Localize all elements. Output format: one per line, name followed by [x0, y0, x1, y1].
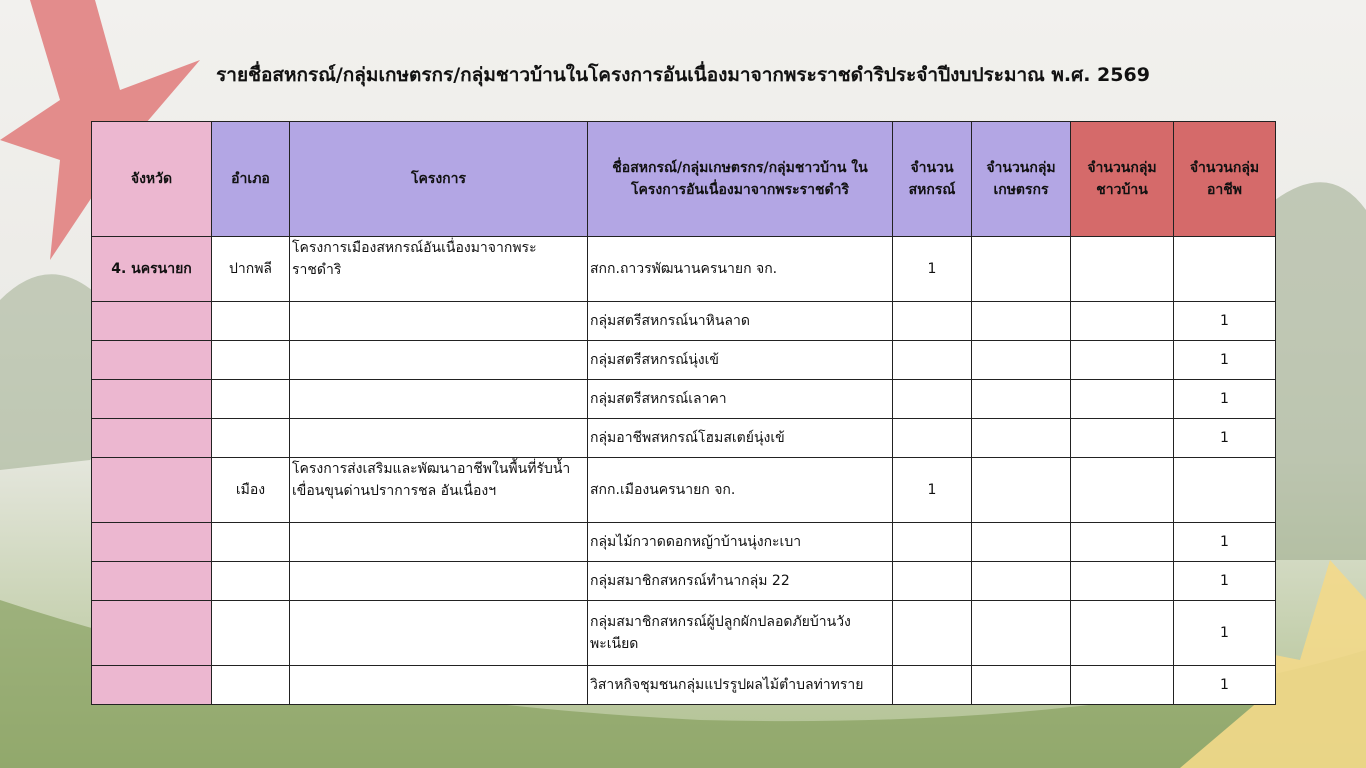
cell-province: 4. นครนายก — [92, 237, 212, 302]
cell-cooperative-count — [893, 601, 972, 666]
cell-farmer-group-count — [972, 458, 1071, 523]
cell-district: เมือง — [212, 458, 290, 523]
header-district: อำเภอ — [212, 122, 290, 237]
table-row — [92, 302, 1276, 341]
cell-group-name: กลุ่มสมาชิกสหกรณ์ผู้ปลูกผักปลอดภัยบ้านวังพะเนียด — [588, 601, 893, 666]
cell-group-name: กลุ่มอาชีพสหกรณ์โฮมสเตย์นุ่งเข้ — [588, 419, 893, 458]
cell-province — [92, 458, 212, 523]
cell-occupation-group-count: 1 — [1174, 562, 1276, 601]
cell-occupation-group-count: 1 — [1174, 666, 1276, 705]
cell-project — [290, 419, 588, 458]
cell-group-name: กลุ่มสตรีสหกรณ์เลาคา — [588, 380, 893, 419]
header-province: จังหวัด — [92, 122, 212, 237]
cell-farmer-group-count — [972, 601, 1071, 666]
cell-occupation-group-count — [1174, 458, 1276, 523]
cell-cooperative-count: 1 — [893, 237, 972, 302]
table-row — [92, 562, 1276, 601]
cell-villager-group-count — [1071, 601, 1174, 666]
cell-group-name: กลุ่มไม้กวาดดอกหญ้าบ้านนุ่งกะเบา — [588, 523, 893, 562]
cell-occupation-group-count: 1 — [1174, 380, 1276, 419]
cell-district — [212, 341, 290, 380]
cell-occupation-group-count: 1 — [1174, 419, 1276, 458]
header-project: โครงการ — [290, 122, 588, 237]
header-cooperative-count: จำนวน สหกรณ์ — [893, 122, 972, 237]
cell-villager-group-count — [1071, 666, 1174, 705]
cell-district — [212, 666, 290, 705]
cell-project — [290, 666, 588, 705]
header-group-name: ชื่อสหกรณ์/กลุ่มเกษตรกร/กลุ่มชาวบ้าน ในโครงการอันเนื่องมาจากพระราชดำริ — [588, 122, 893, 237]
cell-occupation-group-count: 1 — [1174, 523, 1276, 562]
cell-group-name: กลุ่มสตรีสหกรณ์นาหินลาด — [588, 302, 893, 341]
cell-farmer-group-count — [972, 562, 1071, 601]
cell-district — [212, 419, 290, 458]
cell-villager-group-count — [1071, 458, 1174, 523]
cell-villager-group-count — [1071, 562, 1174, 601]
cell-cooperative-count — [893, 419, 972, 458]
table-row — [92, 237, 1276, 302]
table-row — [92, 523, 1276, 562]
cell-group-name: กลุ่มสตรีสหกรณ์นุ่งเข้ — [588, 341, 893, 380]
cell-project: โครงการส่งเสริมและพัฒนาอาชีพในพื้นที่รับน้ำเขื่อนขุนด่านปราการชล อันเนื่องฯ — [290, 458, 588, 523]
cell-province — [92, 341, 212, 380]
cell-group-name: วิสาหกิจชุมชนกลุ่มแปรรูปผลไม้ตำบลท่าทราย — [588, 666, 893, 705]
cell-project — [290, 302, 588, 341]
cell-group-name: กลุ่มสมาชิกสหกรณ์ทำนากลุ่ม 22 — [588, 562, 893, 601]
cell-villager-group-count — [1071, 380, 1174, 419]
cell-occupation-group-count: 1 — [1174, 341, 1276, 380]
cell-villager-group-count — [1071, 341, 1174, 380]
green-hills-right — [1275, 182, 1366, 560]
table-row — [92, 601, 1276, 666]
cell-villager-group-count — [1071, 237, 1174, 302]
cell-province — [92, 302, 212, 341]
cell-project: โครงการเมืองสหกรณ์อันเนื่องมาจากพระราชดำริ — [290, 237, 588, 302]
table-row — [92, 380, 1276, 419]
cell-district: ปากพลี — [212, 237, 290, 302]
cell-district — [212, 380, 290, 419]
cell-cooperative-count — [893, 562, 972, 601]
cell-farmer-group-count — [972, 523, 1071, 562]
cell-cooperative-count: 1 — [893, 458, 972, 523]
cell-farmer-group-count — [972, 302, 1071, 341]
table-header-row — [92, 122, 1276, 237]
cell-occupation-group-count: 1 — [1174, 302, 1276, 341]
cell-district — [212, 562, 290, 601]
cell-district — [212, 601, 290, 666]
cell-occupation-group-count: 1 — [1174, 601, 1276, 666]
cell-project — [290, 601, 588, 666]
cell-province — [92, 380, 212, 419]
cell-cooperative-count — [893, 380, 972, 419]
cell-farmer-group-count — [972, 380, 1071, 419]
cell-occupation-group-count — [1174, 237, 1276, 302]
cell-province — [92, 666, 212, 705]
cell-cooperative-count — [893, 523, 972, 562]
cell-district — [212, 302, 290, 341]
cell-farmer-group-count — [972, 666, 1071, 705]
cell-project — [290, 341, 588, 380]
cell-farmer-group-count — [972, 237, 1071, 302]
page-title: รายชื่อสหกรณ์/กลุ่มเกษตรกร/กลุ่มชาวบ้านในโครงการอันเนื่องมาจากพระราชดำริประจำปีงบประมาณ พ.ศ. 2569 — [216, 64, 1150, 86]
header-villager-group-count: จำนวนกลุ่ม ชาวบ้าน — [1071, 122, 1174, 237]
table-row — [92, 419, 1276, 458]
header-occupation-group-count: จำนวนกลุ่ม อาชีพ — [1174, 122, 1276, 237]
table-row — [92, 666, 1276, 705]
cell-province — [92, 419, 212, 458]
cell-villager-group-count — [1071, 523, 1174, 562]
cell-cooperative-count — [893, 666, 972, 705]
cell-farmer-group-count — [972, 341, 1071, 380]
cooperatives-table — [91, 121, 1276, 705]
table-row — [92, 458, 1276, 523]
cell-villager-group-count — [1071, 302, 1174, 341]
header-farmer-group-count: จำนวนกลุ่ม เกษตรกร — [972, 122, 1071, 237]
table-row — [92, 341, 1276, 380]
cell-farmer-group-count — [972, 419, 1071, 458]
cell-group-name: สกก.เมืองนครนายก จก. — [588, 458, 893, 523]
cell-villager-group-count — [1071, 419, 1174, 458]
cell-project — [290, 562, 588, 601]
cell-project — [290, 380, 588, 419]
cell-province — [92, 601, 212, 666]
cell-group-name: สกก.ถาวรพัฒนานครนายก จก. — [588, 237, 893, 302]
cell-district — [212, 523, 290, 562]
cell-cooperative-count — [893, 341, 972, 380]
cell-project — [290, 523, 588, 562]
cell-province — [92, 562, 212, 601]
cell-province — [92, 523, 212, 562]
cell-cooperative-count — [893, 302, 972, 341]
